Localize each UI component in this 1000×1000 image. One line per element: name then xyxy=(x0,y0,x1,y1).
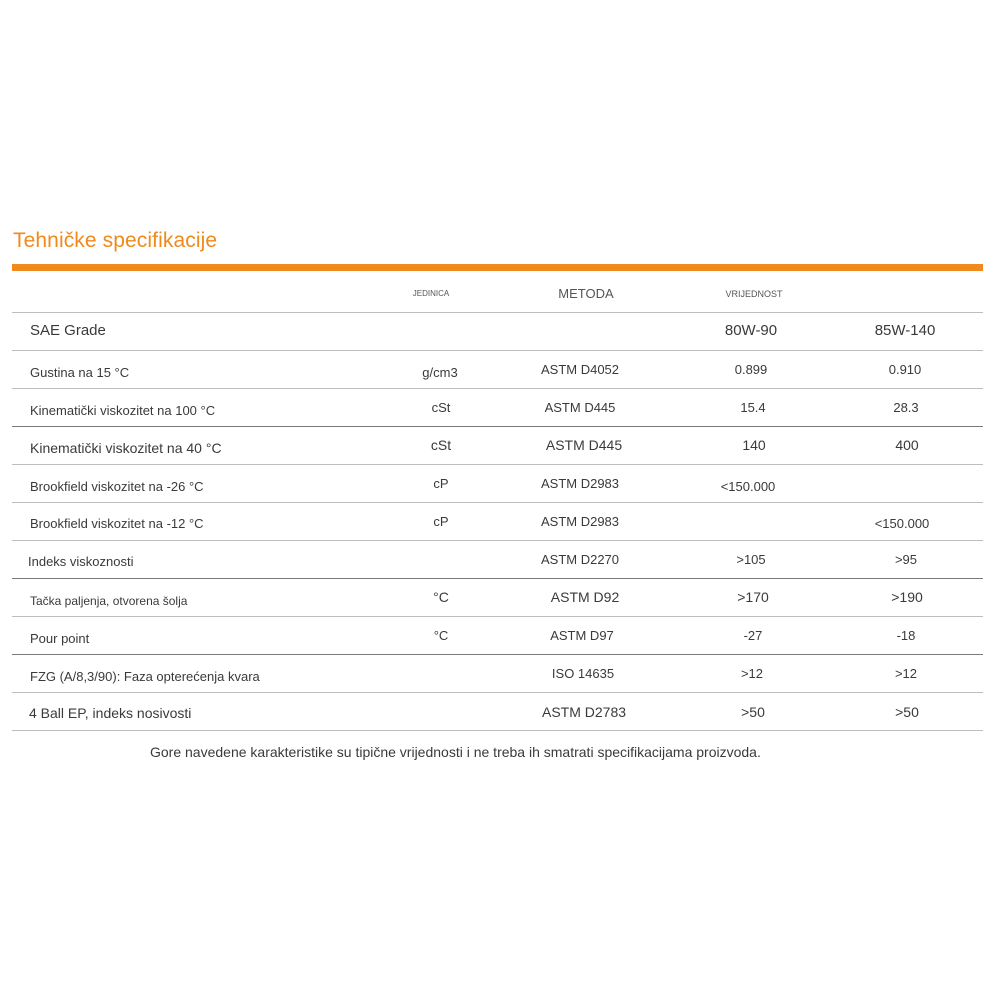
row-method: ASTM D2270 xyxy=(540,552,620,567)
page-title: Tehničke specifikacije xyxy=(13,229,218,252)
row-unit: cSt xyxy=(431,400,451,415)
row-value-1: 140 xyxy=(742,437,766,453)
row-method: ASTM D445 xyxy=(545,437,623,453)
row-property: SAE Grade xyxy=(30,322,106,339)
row-method: ASTM D97 xyxy=(550,628,614,643)
row-property: Brookfield viskozitet na -12 °C xyxy=(30,516,204,531)
footnote: Gore navedene karakteristike su tipične vrijednosti i ne treba ih smatrati specifikacijama proizvoda. xyxy=(150,744,761,760)
row-divider xyxy=(12,540,983,541)
row-unit: °C xyxy=(433,589,449,605)
row-property: Tačka paljenja, otvorena šolja xyxy=(30,594,188,608)
row-value-1: <150.000 xyxy=(720,479,776,494)
row-property: Pour point xyxy=(30,631,90,646)
row-unit: cP xyxy=(433,514,449,529)
row-property: Brookfield viskozitet na -26 °C xyxy=(30,479,204,494)
row-property: 4 Ball EP, indeks nosivosti xyxy=(29,705,192,721)
row-method: ASTM D2983 xyxy=(540,514,620,529)
row-method: ASTM D2783 xyxy=(541,704,627,720)
row-value-2: <150.000 xyxy=(874,516,930,531)
row-value-1: >105 xyxy=(736,552,766,567)
row-method: ASTM D445 xyxy=(544,400,616,415)
row-property: FZG (A/8,3/90): Faza opterećenja kvara xyxy=(30,669,260,684)
accent-bar xyxy=(12,264,983,271)
row-value-2: >95 xyxy=(894,552,918,567)
row-value-1: >170 xyxy=(737,589,769,605)
row-divider xyxy=(12,464,983,465)
row-value-1: 15.4 xyxy=(740,400,766,415)
row-value-2: >12 xyxy=(894,666,918,681)
row-property: Indeks viskoznosti xyxy=(28,554,134,569)
row-divider xyxy=(12,426,983,427)
row-method: ASTM D2983 xyxy=(540,476,620,491)
row-value-2: 28.3 xyxy=(893,400,919,415)
row-divider xyxy=(12,578,983,579)
row-value-1: >12 xyxy=(740,666,764,681)
row-value-1: 80W-90 xyxy=(724,322,778,339)
row-divider xyxy=(12,730,983,731)
row-unit: g/cm3 xyxy=(422,365,458,380)
row-value-1: 0.899 xyxy=(734,362,768,377)
row-value-2: -18 xyxy=(896,628,916,643)
row-divider xyxy=(12,350,983,351)
row-method: ISO 14635 xyxy=(551,666,615,681)
row-divider xyxy=(12,654,983,655)
row-value-2: >50 xyxy=(895,704,919,720)
row-property: Kinematički viskozitet na 100 °C xyxy=(30,403,216,418)
row-method: ASTM D92 xyxy=(550,589,620,605)
row-value-2: 85W-140 xyxy=(874,322,936,339)
row-method: ASTM D4052 xyxy=(540,362,620,377)
row-unit: °C xyxy=(433,628,449,643)
header-method: METODA xyxy=(558,286,614,301)
row-divider xyxy=(12,616,983,617)
row-value-2: >190 xyxy=(891,589,923,605)
row-value-1: >50 xyxy=(741,704,765,720)
header-value: VRIJEDNOST xyxy=(725,289,783,299)
row-divider xyxy=(12,312,983,313)
row-property: Gustina na 15 °C xyxy=(30,365,130,380)
header-unit: JEDINICA xyxy=(412,289,450,298)
row-divider xyxy=(12,388,983,389)
row-value-1: -27 xyxy=(743,628,763,643)
row-property: Kinematički viskozitet na 40 °C xyxy=(30,440,222,456)
row-divider xyxy=(12,692,983,693)
row-value-2: 0.910 xyxy=(888,362,922,377)
row-divider xyxy=(12,502,983,503)
row-unit: cSt xyxy=(430,437,452,453)
row-unit: cP xyxy=(433,476,449,491)
row-value-2: 400 xyxy=(895,437,919,453)
